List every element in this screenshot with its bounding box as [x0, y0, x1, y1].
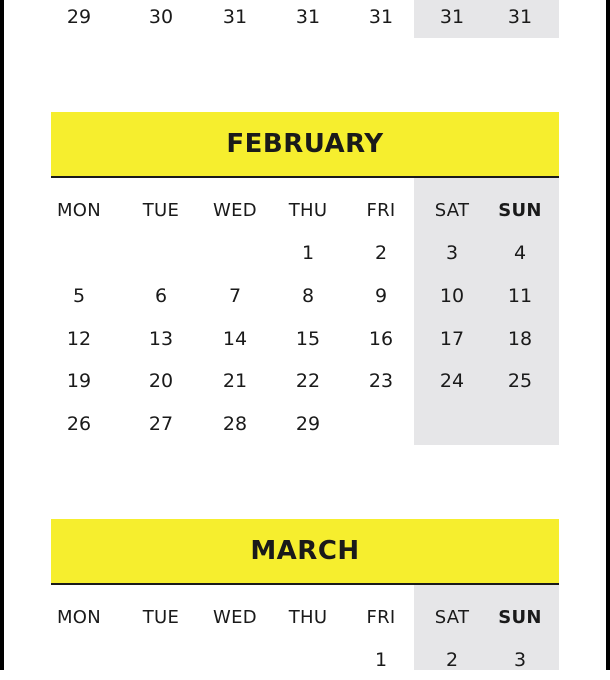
day-cell: 17 — [439, 328, 465, 350]
week-row — [51, 0, 559, 37]
day-cell: 30 — [148, 6, 174, 28]
month-banner — [51, 112, 559, 178]
day-cell: 26 — [66, 413, 92, 435]
weekday-label: TUE — [142, 606, 180, 628]
day-cell: 7 — [228, 285, 242, 307]
day-cell — [131, 233, 191, 273]
day-cell: 29 — [66, 6, 92, 28]
weekday-label: FRI — [366, 606, 396, 628]
day-cell: 2 — [445, 649, 459, 671]
day-cell: 3 — [513, 649, 527, 671]
day-cell: 10 — [439, 285, 465, 307]
day-cell: 5 — [72, 285, 86, 307]
weekday-label: SUN — [498, 606, 542, 628]
day-cell: 1 — [301, 242, 315, 264]
weekday-label: THU — [288, 606, 328, 628]
day-cell: 12 — [66, 328, 92, 350]
day-cell: 29 — [295, 413, 321, 435]
day-cell: 28 — [222, 413, 248, 435]
day-cell: 6 — [154, 285, 168, 307]
day-cell: 22 — [295, 370, 321, 392]
week-row — [51, 276, 559, 316]
day-cell: 13 — [148, 328, 174, 350]
day-cell — [49, 640, 109, 680]
day-cell: 27 — [148, 413, 174, 435]
weekday-label: WED — [213, 199, 257, 221]
day-cell: 24 — [439, 370, 465, 392]
day-cell — [205, 640, 265, 680]
day-cell: 21 — [222, 370, 248, 392]
day-cell: 8 — [301, 285, 315, 307]
weekday-label: FRI — [366, 199, 396, 221]
week-row — [51, 361, 559, 401]
week-row — [51, 233, 559, 273]
day-cell: 16 — [368, 328, 394, 350]
day-cell — [278, 640, 338, 680]
weekday-header-row — [51, 190, 559, 230]
day-cell: 31 — [222, 6, 248, 28]
weekday-label: MON — [56, 606, 102, 628]
day-cell: 15 — [295, 328, 321, 350]
month-title: MARCH — [250, 536, 360, 566]
day-cell — [422, 404, 482, 444]
day-cell: 25 — [507, 370, 533, 392]
day-cell: 20 — [148, 370, 174, 392]
day-cell: 31 — [295, 6, 321, 28]
month-banner — [51, 519, 559, 585]
day-cell: 3 — [445, 242, 459, 264]
day-cell — [205, 233, 265, 273]
day-cell: 2 — [374, 242, 388, 264]
weekday-label: WED — [213, 606, 257, 628]
page-border-right — [606, 0, 610, 670]
weekday-label: SUN — [498, 199, 542, 221]
day-cell: 31 — [507, 6, 533, 28]
day-cell: 23 — [368, 370, 394, 392]
day-cell: 1 — [374, 649, 388, 671]
day-cell: 19 — [66, 370, 92, 392]
day-cell — [131, 640, 191, 680]
day-cell — [490, 404, 550, 444]
month-title: FEBRUARY — [226, 129, 384, 159]
week-row — [51, 319, 559, 359]
day-cell — [49, 233, 109, 273]
day-cell: 14 — [222, 328, 248, 350]
weekday-label: TUE — [142, 199, 180, 221]
day-cell: 4 — [513, 242, 527, 264]
weekday-label: SAT — [434, 606, 470, 628]
day-cell: 18 — [507, 328, 533, 350]
weekday-label: THU — [288, 199, 328, 221]
weekday-label: MON — [56, 199, 102, 221]
weekday-label: SAT — [434, 199, 470, 221]
week-row — [51, 404, 559, 444]
day-cell: 31 — [368, 6, 394, 28]
day-cell: 11 — [507, 285, 533, 307]
weekday-header-row — [51, 597, 559, 637]
week-row — [51, 640, 559, 680]
day-cell — [351, 404, 411, 444]
day-cell: 31 — [439, 6, 465, 28]
page-border-left — [0, 0, 4, 670]
day-cell: 9 — [374, 285, 388, 307]
